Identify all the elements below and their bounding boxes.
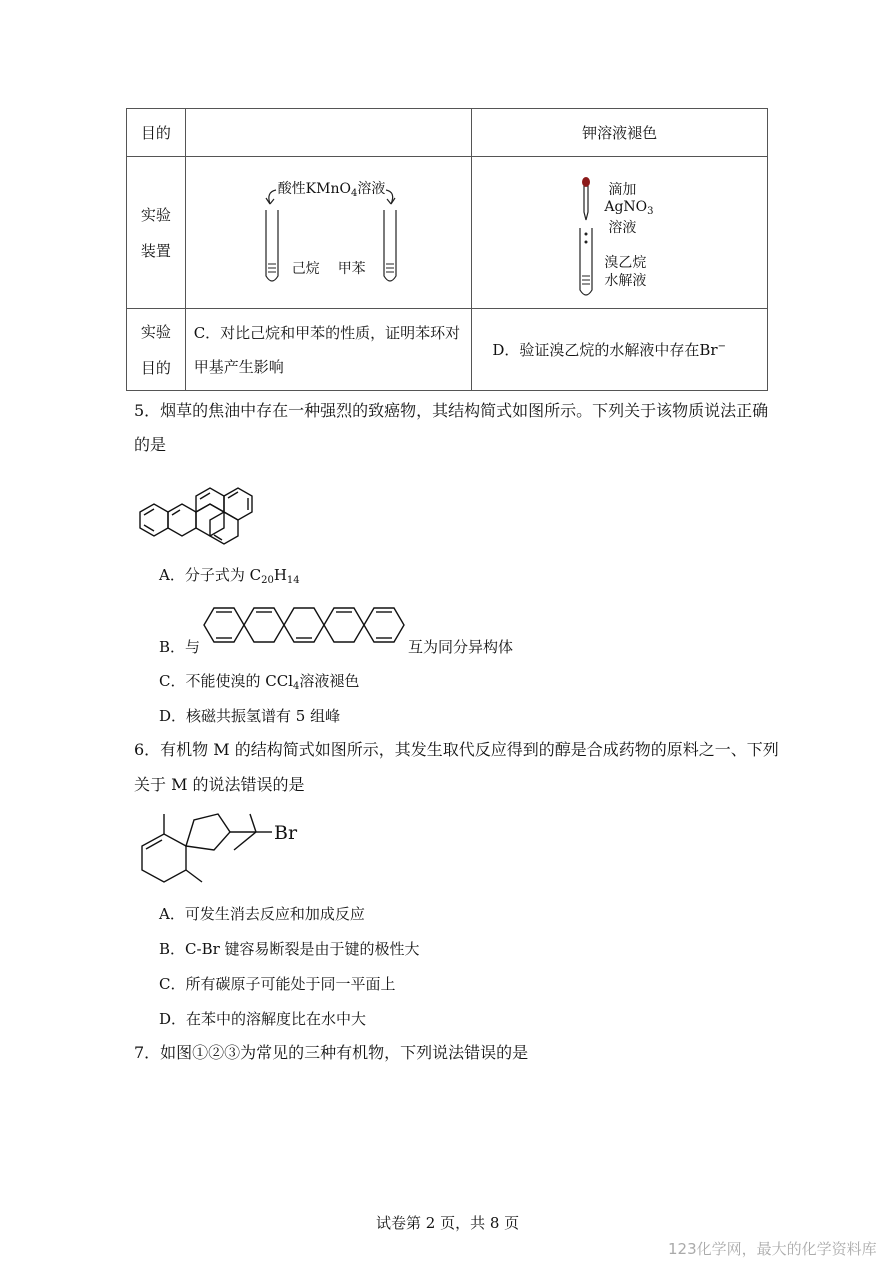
q5-option-b[interactable]: B．与 xyxy=(159,638,201,656)
q5-stem-line1: 5．烟草的焦油中存在一种强烈的致癌物，其结构简式如图所示。下列关于该物质说法正确 xyxy=(134,401,769,420)
experiment-table xyxy=(126,108,768,391)
toluene-label: 甲苯 xyxy=(337,260,366,277)
apparatus-figure-c xyxy=(185,157,472,309)
q5-option-a[interactable]: A．分子式为 $C_{20}H_{14}$ xyxy=(159,566,300,586)
q5-stem-line2: 的是 xyxy=(134,435,167,454)
apparatus-figure-d xyxy=(472,157,768,309)
bromoethane-label: 溴乙烷 水解液 xyxy=(604,254,647,289)
row-label-objective: 实验 目的 xyxy=(127,309,186,391)
purpose-cell-right: 钾溶液褪色 xyxy=(472,109,768,157)
q5-option-d[interactable]: D．核磁共振氢谱有 5 组峰 xyxy=(159,707,341,725)
objective-d: D．验证溴乙烷的水解液中存在Br− xyxy=(472,309,768,391)
kmno4-label: 酸性KMnO$_4$溶液 xyxy=(277,180,386,199)
hexane-label: 己烷 xyxy=(291,260,320,277)
q6-option-c[interactable]: C．所有碳原子可能处于同一平面上 xyxy=(159,975,396,993)
q5-option-c[interactable]: C．不能使溴的 CCl$_4$溶液褪色 xyxy=(159,672,360,692)
agno3-label: 滴加 AgNO$_3$ 溶液 xyxy=(604,181,654,236)
q5-option-b-suffix: 互为同分异构体 xyxy=(408,638,514,656)
objective-c: C．对比己烷和甲苯的性质，证明苯环对 甲基产生影响 xyxy=(185,309,472,391)
q6-option-d[interactable]: D．在苯中的溶解度比在水中大 xyxy=(159,1010,367,1028)
page-footer: 试卷第 2 页，共 8 页 xyxy=(376,1214,520,1232)
compound-m-structure xyxy=(134,806,314,892)
bromine-label: Br xyxy=(274,822,298,844)
q6-stem-line1: 6．有机物 M 的结构简式如图所示，其发生取代反应得到的醇是合成药物的原料之一、下列 xyxy=(134,740,779,759)
row-label-purpose: 目的 xyxy=(127,109,186,157)
pentacene-structure xyxy=(202,600,408,650)
benzopyrene-structure xyxy=(132,462,292,558)
q6-option-a[interactable]: A．可发生消去反应和加成反应 xyxy=(159,905,365,923)
watermark: 123化学网，最大的化学资料库 xyxy=(668,1240,877,1258)
row-label-apparatus: 实验 装置 xyxy=(127,157,186,309)
q6-stem-line2: 关于 M 的说法错误的是 xyxy=(134,775,305,794)
q7-stem: 7．如图①②③为常见的三种有机物，下列说法错误的是 xyxy=(134,1043,529,1062)
q6-option-b[interactable]: B．C-Br 键容易断裂是由于键的极性大 xyxy=(159,940,420,958)
purpose-cell-left xyxy=(185,109,472,157)
test-tubes-drawing xyxy=(186,158,477,308)
